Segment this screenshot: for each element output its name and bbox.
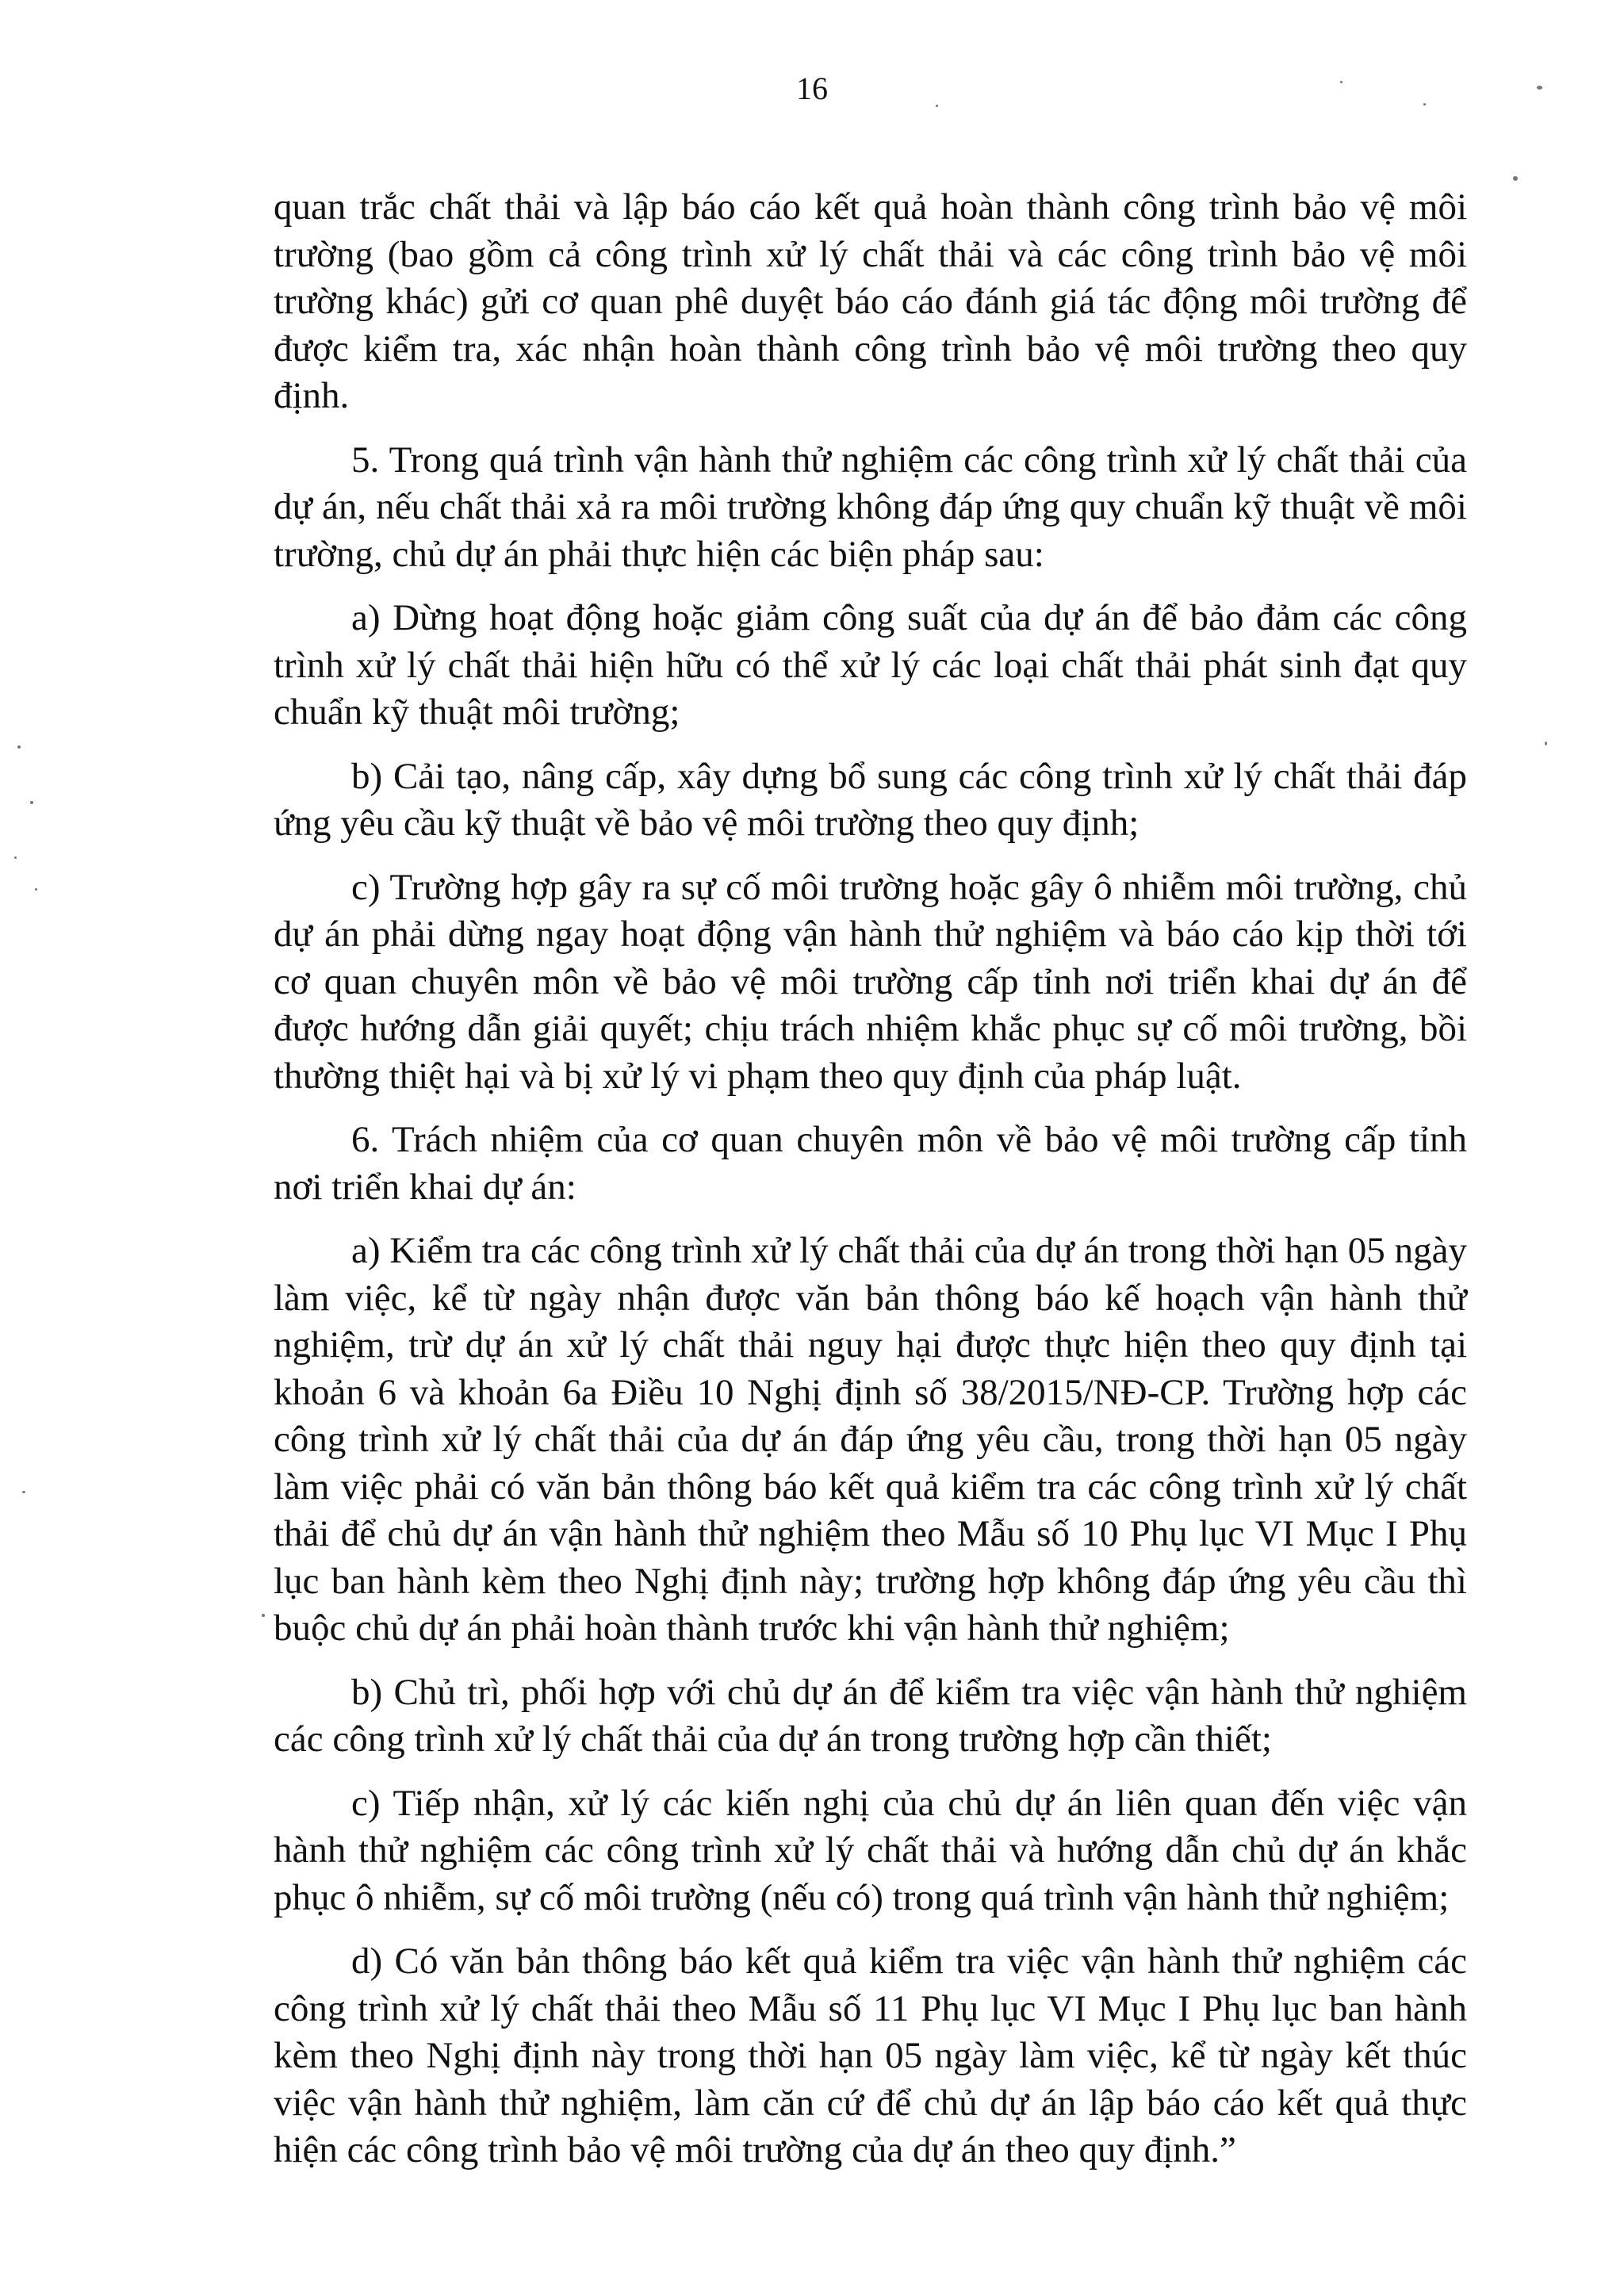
paragraph-clause-6c: c) Tiếp nhận, xử lý các kiến nghị của chủ dự án liên quan đến việc vận hành thử nghiệm các công trình xử lý chất thải và hướng dẫn chủ dự án khắc phục ô nhiễm, sự cố môi trường (nếu có) trong quá trình vận hành thử nghiệm;	[274, 1782, 1467, 1918]
scan-speck	[1537, 86, 1542, 90]
paragraph-clause-6: 6. Trách nhiệm của cơ quan chuyên môn về bảo vệ môi trường cấp tỉnh nơi triển khai dự án:	[274, 1119, 1467, 1208]
scan-speck	[262, 1614, 265, 1617]
scan-speck	[35, 888, 37, 891]
paragraph-clause-5b: b) Cải tạo, nâng cấp, xây dựng bổ sung các công trình xử lý chất thải đáp ứng yêu cầu kỹ thuật về bảo vệ môi trường theo quy định;	[274, 755, 1467, 844]
paragraph-clause-5c: c) Trường hợp gây ra sự cố môi trường hoặc gây ô nhiễm môi trường, chủ dự án phải dừng ngay hoạt động vận hành thử nghiệm và báo cáo kịp thời tới cơ quan chuyên môn về bảo vệ môi trường cấp tỉnh nơi triển khai dự án để được hướng dẫn giải quyết; chịu trách nhiệm khắc phục sự cố môi trường, bồi thường thiệt hại và bị xử lý vi phạm theo quy định của pháp luật.	[274, 866, 1467, 1097]
paragraph-clause-6b: b) Chủ trì, phối hợp với chủ dự án để kiểm tra việc vận hành thử nghiệm các công trình xử lý chất thải của dự án trong trường hợp cần thiết;	[274, 1671, 1467, 1760]
paragraph-clause-5: 5. Trong quá trình vận hành thử nghiệm các công trình xử lý chất thải của dự án, nếu chất thải xả ra môi trường không đáp ứng quy chuẩn kỹ thuật về môi trường, chủ dự án phải thực hiện các biện pháp sau:	[274, 439, 1467, 575]
scan-speck	[1340, 81, 1342, 83]
scan-speck	[1545, 741, 1547, 745]
page-number: 16	[796, 71, 828, 106]
paragraph-clause-6a: a) Kiểm tra các công trình xử lý chất thải của dự án trong thời hạn 05 ngày làm việc, kể từ ngày nhận được văn bản thông báo kế hoạch vận hành thử nghiệm, trừ dự án xử lý chất thải nguy hại được thực hiện theo quy định tại khoản 6 và khoản 6a Điều 10 Nghị định số 38/2015/NĐ-CP. Trường hợp các công trình xử lý chất thải của dự án đáp ứng yêu cầu, trong thời hạn 05 ngày làm việc phải có văn bản thông báo kết quả kiểm tra các công trình xử lý chất thải để chủ dự án vận hành thử nghiệm theo Mẫu số 10 Phụ lục VI Mục I Phụ lục ban hành kèm theo Nghị định này; trường hợp không đáp ứng yêu cầu thì buộc chủ dự án phải hoàn thành trước khi vận hành thử nghiệm;	[274, 1230, 1467, 1649]
scan-speck	[14, 856, 17, 859]
scan-speck	[17, 745, 21, 749]
document-body	[274, 184, 1467, 2191]
paragraph-clause-6d: d) Có văn bản thông báo kết quả kiểm tra việc vận hành thử nghiệm các công trình xử lý chất thải theo Mẫu số 11 Phụ lục VI Mục I Phụ lục ban hành kèm theo Nghị định này trong thời hạn 05 ngày làm việc, kể từ ngày kết thúc việc vận hành thử nghiệm, làm căn cứ để chủ dự án lập báo cáo kết quả thực hiện các công trình bảo vệ môi trường của dự án theo quy định.”	[274, 1941, 1467, 2170]
scan-speck	[22, 1491, 25, 1493]
scan-speck	[30, 801, 33, 804]
scan-speck	[1423, 103, 1426, 105]
paragraph-clause-5a: a) Dừng hoạt động hoặc giảm công suất của dự án để bảo đảm các công trình xử lý chất thải hiện hữu có thể xử lý các loại chất thải phát sinh đạt quy chuẩn kỹ thuật môi trường;	[274, 597, 1467, 733]
scan-speck	[1513, 176, 1518, 181]
paragraph-continuation: quan trắc chất thải và lập báo cáo kết quả hoàn thành công trình bảo vệ môi trường (bao gồm cả công trình xử lý chất thải và các công trình bảo vệ môi trường khác) gửi cơ quan phê duyệt báo cáo đánh giá tác động môi trường để được kiểm tra, xác nhận hoàn thành công trình bảo vệ môi trường theo quy định.	[274, 186, 1467, 416]
scan-speck	[936, 105, 938, 107]
